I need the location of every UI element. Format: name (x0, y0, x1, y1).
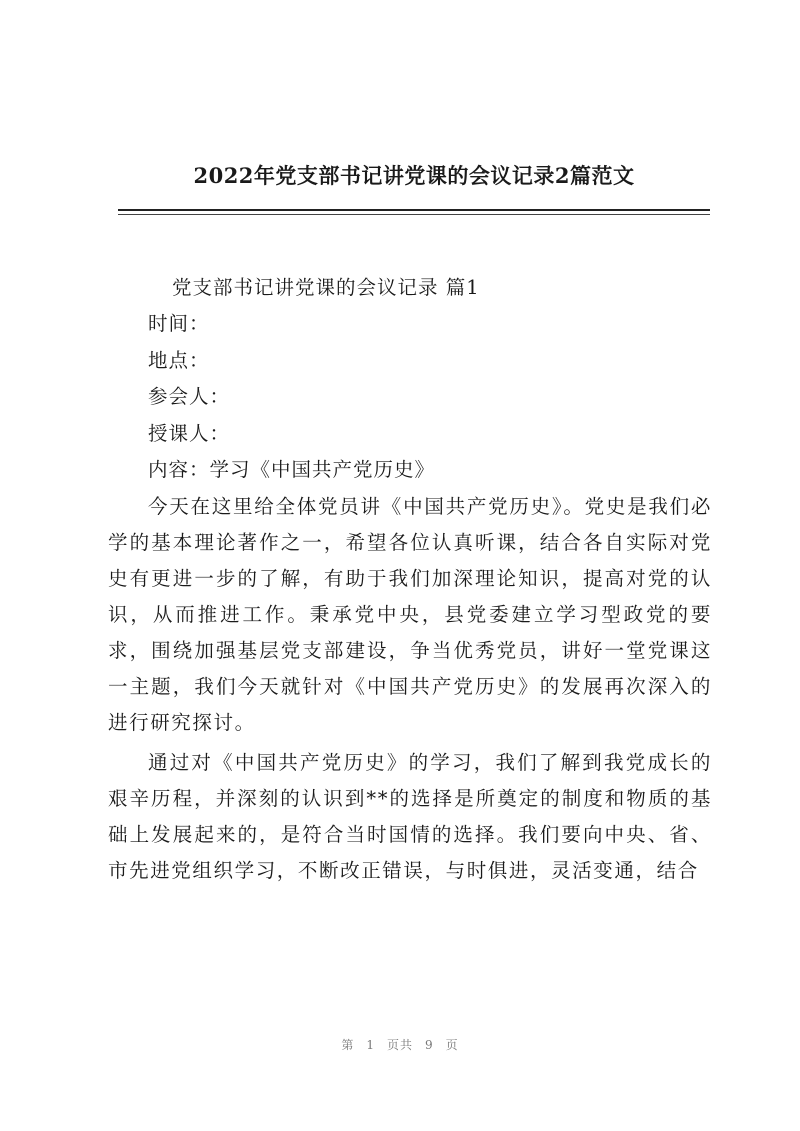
title-divider-thin (118, 214, 710, 215)
footer-page-total: 9 (425, 1038, 434, 1052)
meta-attendees: 参会人： (148, 385, 231, 408)
body-paragraph: 通过对《中国共产党历史》的学习，我们了解到我党成长的艰辛历程，并深刻的认识到**的选择是所奠定的制度和物质的基础上发展起来的，是符合当时国情的选择。我们要向中央、省、市先进党组织学习，不断改正错误，与时俱进，灵活变通，结合 (108, 750, 712, 882)
meta-time: 时间： (148, 312, 210, 335)
meta-content: 内容：学习《中国共产党历史》 (148, 458, 436, 481)
page-footer (0, 1036, 800, 1053)
footer-page-number: 1 (366, 1038, 375, 1052)
footer-prefix: 第 (341, 1038, 355, 1052)
footer-suffix: 页 (445, 1038, 459, 1052)
meta-lecturer: 授课人： (148, 421, 231, 445)
footer-middle: 页共 (386, 1038, 413, 1052)
document-body (108, 270, 712, 889)
document-title: 2022年党支部书记讲党课的会议记录2篇范文 (193, 163, 635, 188)
title-divider-thick (118, 209, 710, 211)
meta-location: 地点： (148, 348, 210, 372)
body-paragraph: 今天在这里给全体党员讲《中国共产党历史》。党史是我们必学的基本理论著作之一，希望各位认真听课，结合各自实际对党史有更进一步的了解，有助于我们加深理论知识，提高对党的认识，从而推进工作。秉承党中央，县党委建立学习型政党的要求，围绕加强基层党支部建设，争当优秀党员，讲好一堂党课这一主题，我们今天就针对《中国共产党历史》的发展再次深入的进行研究探讨。 (108, 494, 712, 734)
section-heading: 党支部书记讲党课的会议记录 篇1 (172, 276, 480, 299)
